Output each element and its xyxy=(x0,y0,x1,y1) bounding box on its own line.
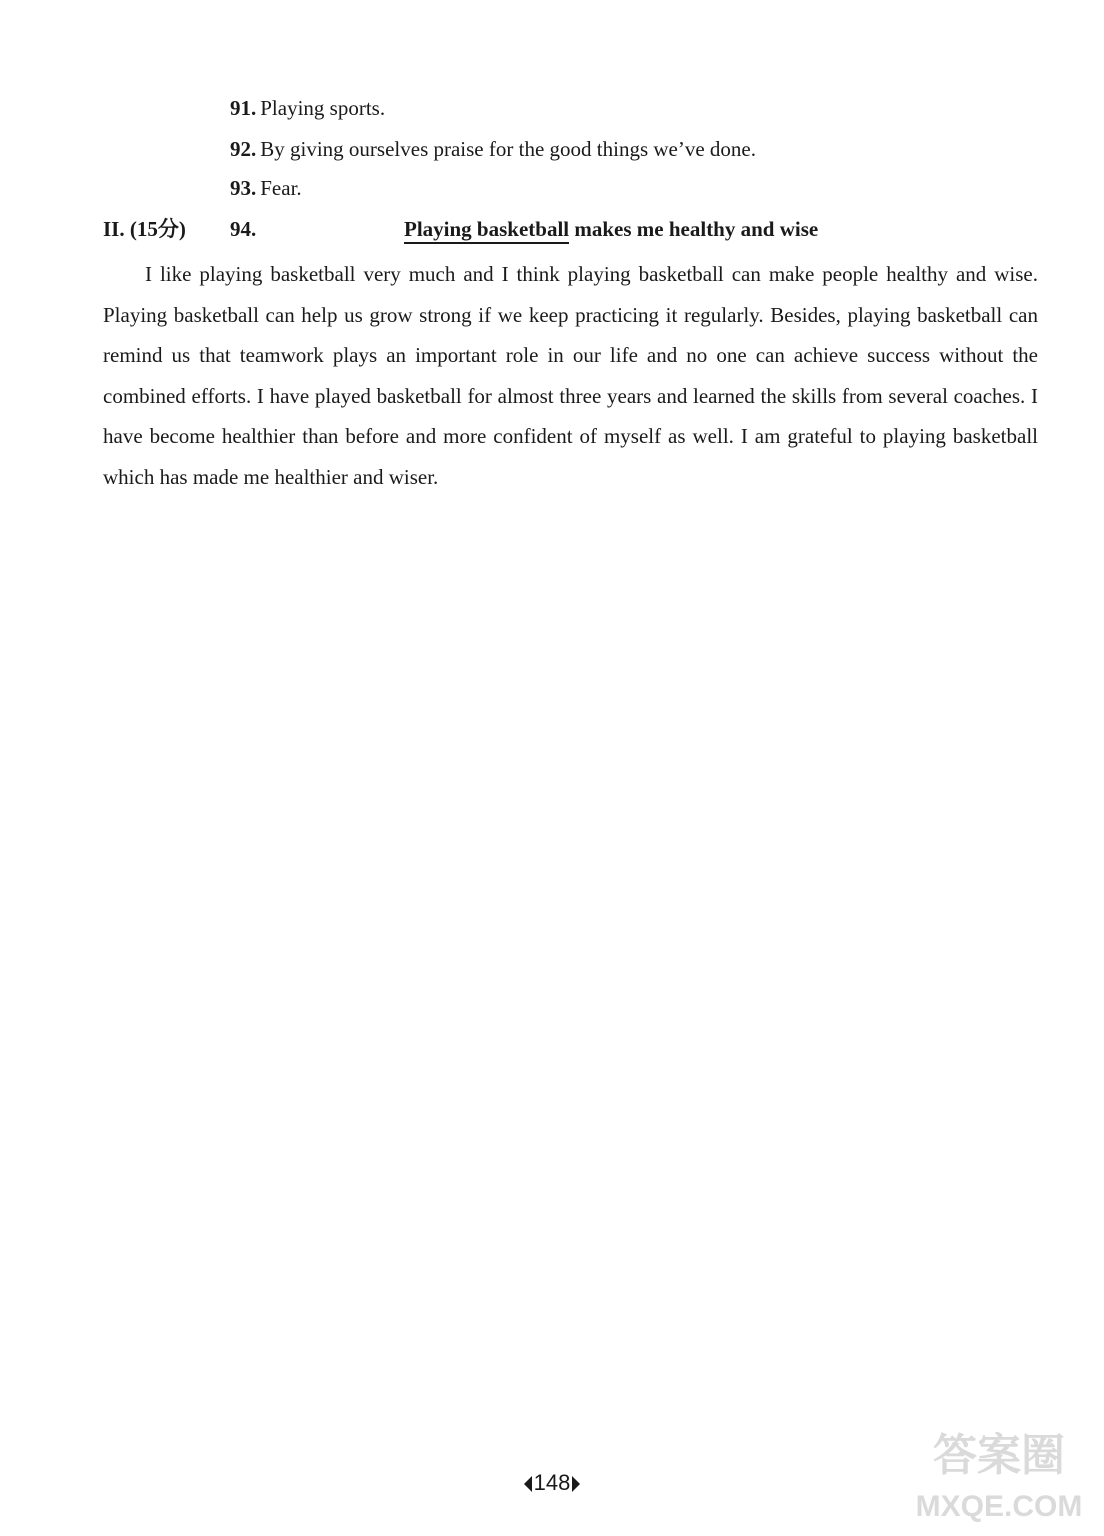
answer-93 xyxy=(230,174,302,202)
answer-text: By giving ourselves praise for the good things we’ve done. xyxy=(260,137,756,161)
page-number-text: 148 xyxy=(533,1470,571,1495)
answer-number: 92. xyxy=(230,137,257,161)
answer-91 xyxy=(230,94,385,122)
section-label: II. (15分) xyxy=(103,217,186,241)
answer-number: 93. xyxy=(230,176,257,200)
answer-text: Playing sports. xyxy=(260,96,386,120)
essay-paragraph: I like playing basketball very much and I think playing basketball can make people healthy and wise. Playing basketball can help us grow strong if we keep practicing it regularly. Besides, playing basketball can remind us that teamwork plays an important role in our life and no one can achieve success without the combined efforts. I have played basketball for almost three years and learned the skills from several coaches. I have become healthier than before and more confident of myself as well. I am grateful to playing basketball which has made me healthier and wiser. xyxy=(103,262,1038,489)
watermark-top-text: 答案圈 xyxy=(933,1430,1065,1481)
essay-title-rest: makes me healthy and wise xyxy=(569,217,819,241)
watermark-bottom-text: MXQE.COM xyxy=(915,1490,1083,1523)
answer-text: Fear. xyxy=(260,176,302,200)
answer-92 xyxy=(230,135,756,163)
question-number: 94. xyxy=(230,217,257,241)
left-triangle-icon xyxy=(524,1476,532,1492)
essay-title-underlined: Playing basketball xyxy=(404,217,569,244)
watermark-logo xyxy=(904,1418,1094,1528)
right-triangle-icon xyxy=(572,1476,580,1492)
essay-title xyxy=(404,214,818,244)
answer-number: 91. xyxy=(230,96,257,120)
section-heading xyxy=(103,214,1043,246)
